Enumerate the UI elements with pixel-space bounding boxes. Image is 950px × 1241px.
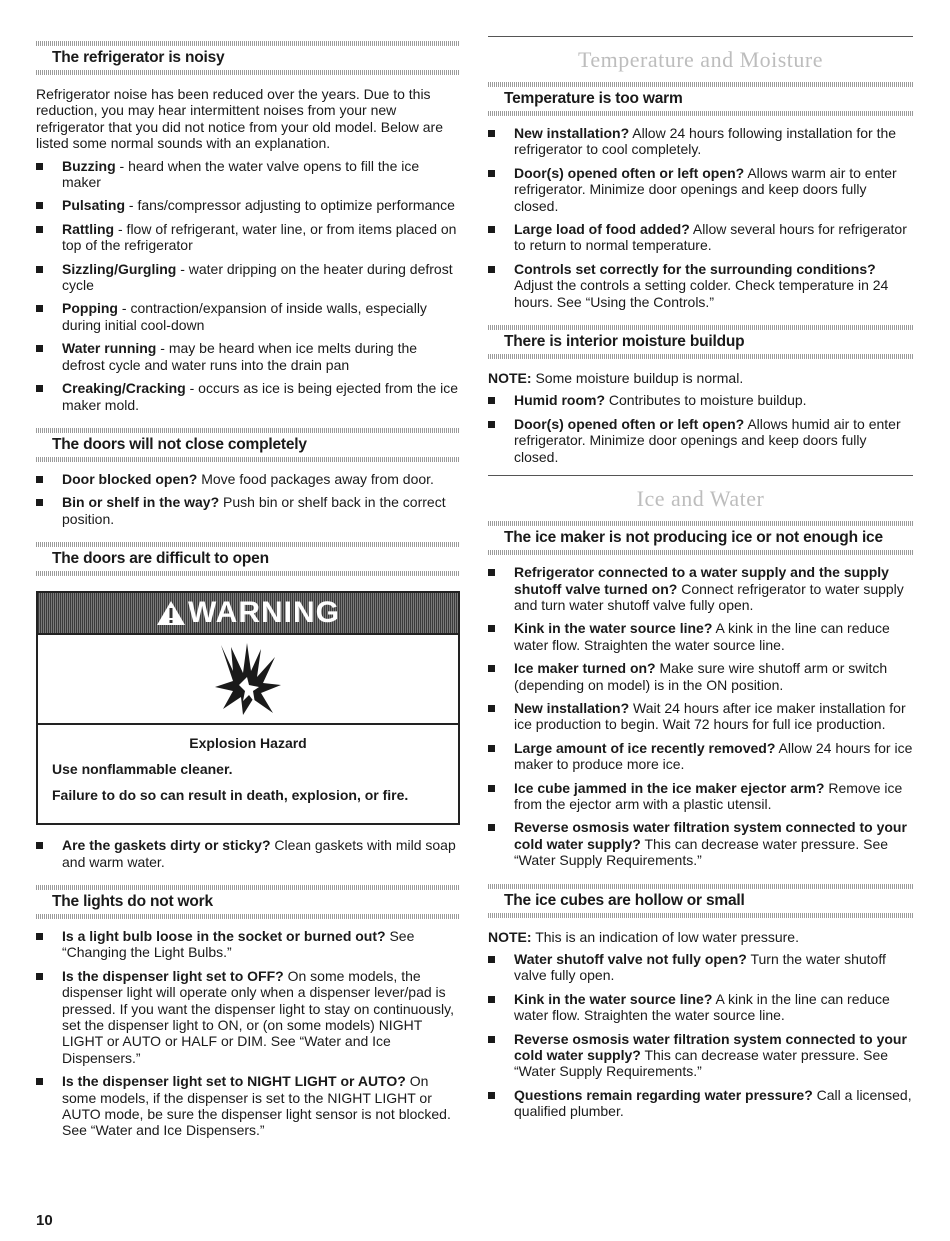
chapter-header-ice-water [488, 475, 913, 516]
item-text: This can decrease water pressure. See “Water Supply Requirements.” [514, 1047, 889, 1080]
bullet-list [488, 564, 913, 869]
list-item [488, 125, 913, 158]
section-header-noisy [36, 36, 460, 80]
warning-banner [38, 593, 458, 633]
list-item [488, 564, 913, 613]
list-item [36, 340, 460, 373]
item-term: Ice cube jammed in the ice maker ejector arm? [514, 779, 825, 796]
explosion-icon-box [38, 633, 458, 725]
item-term: Creaking/Cracking [62, 380, 186, 397]
section-heading: The ice cubes are hollow or small [504, 891, 745, 909]
bullet-list [36, 928, 460, 1139]
item-text: See “Changing the Light Bulbs.” [62, 927, 415, 961]
list-item [36, 1073, 460, 1139]
item-term: Are the gaskets dirty or sticky? [62, 837, 271, 854]
item-text: On some models, the dispenser light will operate only when a dispenser lever/pad is pressed. If you want the dispenser light to stay on continuously, set the dispenser light to ON, or (on some models) NIGHT LIGHT or AUTO or HALF or DIM. See “Water and Ice Dispensers.” [62, 967, 454, 1066]
list-item [488, 261, 913, 310]
item-text: Clean gaskets with mild soap and warm water. [62, 837, 456, 870]
list-item [488, 221, 913, 254]
item-term: Humid room? [514, 392, 605, 409]
note-text: Some moisture buildup is normal. [531, 370, 744, 387]
bullet-list [488, 951, 913, 1120]
item-text: This can decrease water pressure. See “Water Supply Requirements.” [514, 835, 889, 869]
item-text: Allow several hours for refrigerator to return to normal temperature. [514, 221, 907, 254]
list-item [36, 928, 460, 961]
right-column [488, 36, 913, 1130]
list-item [36, 261, 460, 294]
list-item [36, 158, 460, 191]
chapter-title: Temperature and Moisture [577, 47, 824, 72]
chapter-header-temperature [488, 36, 913, 77]
note-label: NOTE: [488, 928, 532, 945]
list-item [488, 1087, 913, 1120]
list-item [488, 819, 913, 868]
list-item [488, 165, 913, 214]
bullet-list [488, 392, 913, 465]
item-term: Reverse osmosis water filtration system connected to your cold water supply? [514, 819, 907, 852]
warning-consequence: Failure to do so can result in death, explosion, or fire. [52, 787, 409, 804]
item-text: - occurs as ice is being ejected from the ice maker mold. [62, 380, 459, 413]
list-item [488, 991, 913, 1024]
item-term: Buzzing [62, 157, 116, 174]
item-text: Allows humid air to enter refrigerator. Minimize door openings and keep doors fully closed. [514, 415, 901, 465]
section-heading: There is interior moisture buildup [504, 333, 745, 351]
warning-triangle-icon [156, 600, 186, 626]
section-header-lights [36, 880, 460, 924]
bullet-list [36, 471, 460, 527]
item-text: - contraction/expansion of inside walls, especially during initial cool-down [62, 300, 427, 333]
section-heading: The doors are difficult to open [52, 550, 269, 568]
note-paragraph [488, 929, 913, 945]
item-text: Push bin or shelf back in the correct position. [62, 494, 446, 527]
section-heading: The refrigerator is noisy [52, 49, 225, 66]
item-text: Remove ice from the ejector arm with a plastic utensil. [514, 779, 903, 812]
item-term: Large load of food added? [514, 221, 690, 238]
list-item [488, 660, 913, 693]
note-paragraph [488, 370, 913, 386]
list-item [488, 620, 913, 653]
item-term: Door(s) opened often or left open? [514, 164, 745, 181]
item-text: - heard when the water valve opens to fill the ice maker [62, 157, 420, 191]
item-text: Adjust the controls a setting colder. Check temperature in 24 hours. See “Using the Controls.” [514, 277, 889, 310]
item-term: Rattling [62, 220, 115, 237]
item-text: Wait 24 hours after ice maker installation for ice production to begin. Wait 72 hours for full ice production. [514, 699, 906, 733]
item-text: Allows warm air to enter refrigerator. Minimize door openings and keep doors fully closed. [514, 164, 897, 214]
item-term: New installation? [514, 125, 630, 141]
intro-paragraph: Refrigerator noise has been reduced over the years. Due to this reduction, you may hear intermittent noises from your new refrigerator that you did not notice from your old model. Below are listed some normal sounds with an explanation. [36, 86, 443, 152]
page-number: 10 [36, 1212, 53, 1229]
list-item [36, 380, 460, 413]
hazard-title: Explosion Hazard [189, 735, 307, 752]
item-term: Ice maker turned on? [514, 660, 656, 677]
item-term: Water shutoff valve not fully open? [514, 951, 747, 967]
list-item [488, 416, 913, 465]
item-term: Is the dispenser light set to NIGHT LIGHT or AUTO? [62, 1073, 406, 1090]
item-text: On some models, if the dispenser is set to the NIGHT LIGHT or AUTO mode, be sure the dispenser light sensor is not blocked. See “Water and Ice Dispensers.” [62, 1073, 451, 1139]
item-term: Bin or shelf in the way? [62, 494, 220, 511]
item-term: Kink in the water source line? [514, 990, 713, 1007]
bullet-list [36, 158, 460, 413]
item-term: Popping [62, 300, 118, 317]
item-term: Kink in the water source line? [514, 620, 713, 637]
note-label: NOTE: [488, 370, 532, 387]
item-term: Refrigerator connected to a water supply and the supply shutoff valve turned on? [514, 564, 889, 597]
section-header-moisture [488, 320, 913, 364]
section-header-too-warm [488, 77, 913, 121]
item-term: Sizzling/Gurgling [62, 260, 177, 277]
item-text: - flow of refrigerant, water line, or from items placed on top of the refrigerator [62, 220, 457, 254]
list-item [488, 700, 913, 733]
list-item [488, 392, 913, 408]
list-item [36, 300, 460, 333]
warning-label: WARNING [188, 596, 340, 630]
note-text: This is an indication of low water pressure. [531, 928, 799, 945]
section-heading: The lights do not work [52, 892, 213, 910]
bullet-list [36, 837, 460, 870]
item-term: Pulsating [62, 197, 126, 214]
item-term: Door(s) opened often or left open? [514, 415, 745, 432]
section-header-doors-open [36, 537, 460, 581]
list-item [488, 1031, 913, 1080]
section-heading: The doors will not close completely [52, 435, 307, 453]
item-term: Is the dispenser light set to OFF? [62, 967, 284, 984]
warning-box [36, 591, 460, 825]
item-text: - fans/compressor adjusting to optimize performance [125, 197, 455, 214]
item-term: Reverse osmosis water filtration system connected to your cold water supply? [514, 1030, 907, 1064]
list-item [488, 740, 913, 773]
item-term: Large amount of ice recently removed? [514, 739, 776, 756]
section-heading: Temperature is too warm [504, 90, 683, 107]
list-item [488, 951, 913, 984]
item-term: Questions remain regarding water pressure? [514, 1086, 813, 1103]
item-term: Water running [62, 340, 157, 357]
left-column [36, 36, 460, 1149]
section-header-doors-close [36, 423, 460, 467]
item-text: Call a licensed, qualified plumber. [514, 1086, 912, 1120]
list-item [36, 221, 460, 254]
list-item [488, 780, 913, 813]
item-text: A kink in the line can reduce water flow. Straighten the water source line. [514, 620, 890, 653]
list-item [36, 471, 460, 487]
item-text: Allow 24 hours following installation for the refrigerator to cool completely. [514, 125, 897, 158]
warning-instruction: Use nonflammable cleaner. [52, 761, 233, 778]
list-item [36, 197, 460, 213]
item-text: - may be heard when ice melts during the defrost cycle and water runs into the drain pan [62, 340, 418, 373]
list-item [36, 968, 460, 1066]
section-heading: The ice maker is not producing ice or not enough ice [504, 529, 883, 547]
item-text: A kink in the line can reduce water flow. Straighten the water source line. [514, 990, 890, 1024]
list-item [36, 494, 460, 527]
item-text: Move food packages away from door. [197, 470, 434, 487]
bullet-list [488, 125, 913, 310]
list-item [36, 837, 460, 870]
item-text: Connect refrigerator to water supply and turn water shutoff valve fully open. [514, 580, 904, 613]
item-term: Door blocked open? [62, 470, 198, 487]
explosion-icon [213, 641, 283, 717]
item-term: Controls set correctly for the surrounding conditions? [514, 260, 876, 277]
item-text: Contributes to moisture buildup. [605, 392, 807, 409]
item-term: Is a light bulb loose in the socket or burned out? [62, 927, 386, 944]
chapter-title: Ice and Water [636, 486, 765, 512]
item-text: Make sure wire shutoff arm or switch (depending on model) is in the ON position. [514, 660, 888, 693]
item-text: Allow 24 hours for ice maker to produce more ice. [514, 739, 913, 773]
section-header-hollow [488, 879, 913, 923]
section-header-not-producing [488, 516, 913, 560]
item-term: New installation? [514, 699, 630, 716]
item-text: - water dripping on the heater during defrost cycle [62, 260, 453, 294]
item-text: Turn the water shutoff valve fully open. [514, 951, 886, 984]
